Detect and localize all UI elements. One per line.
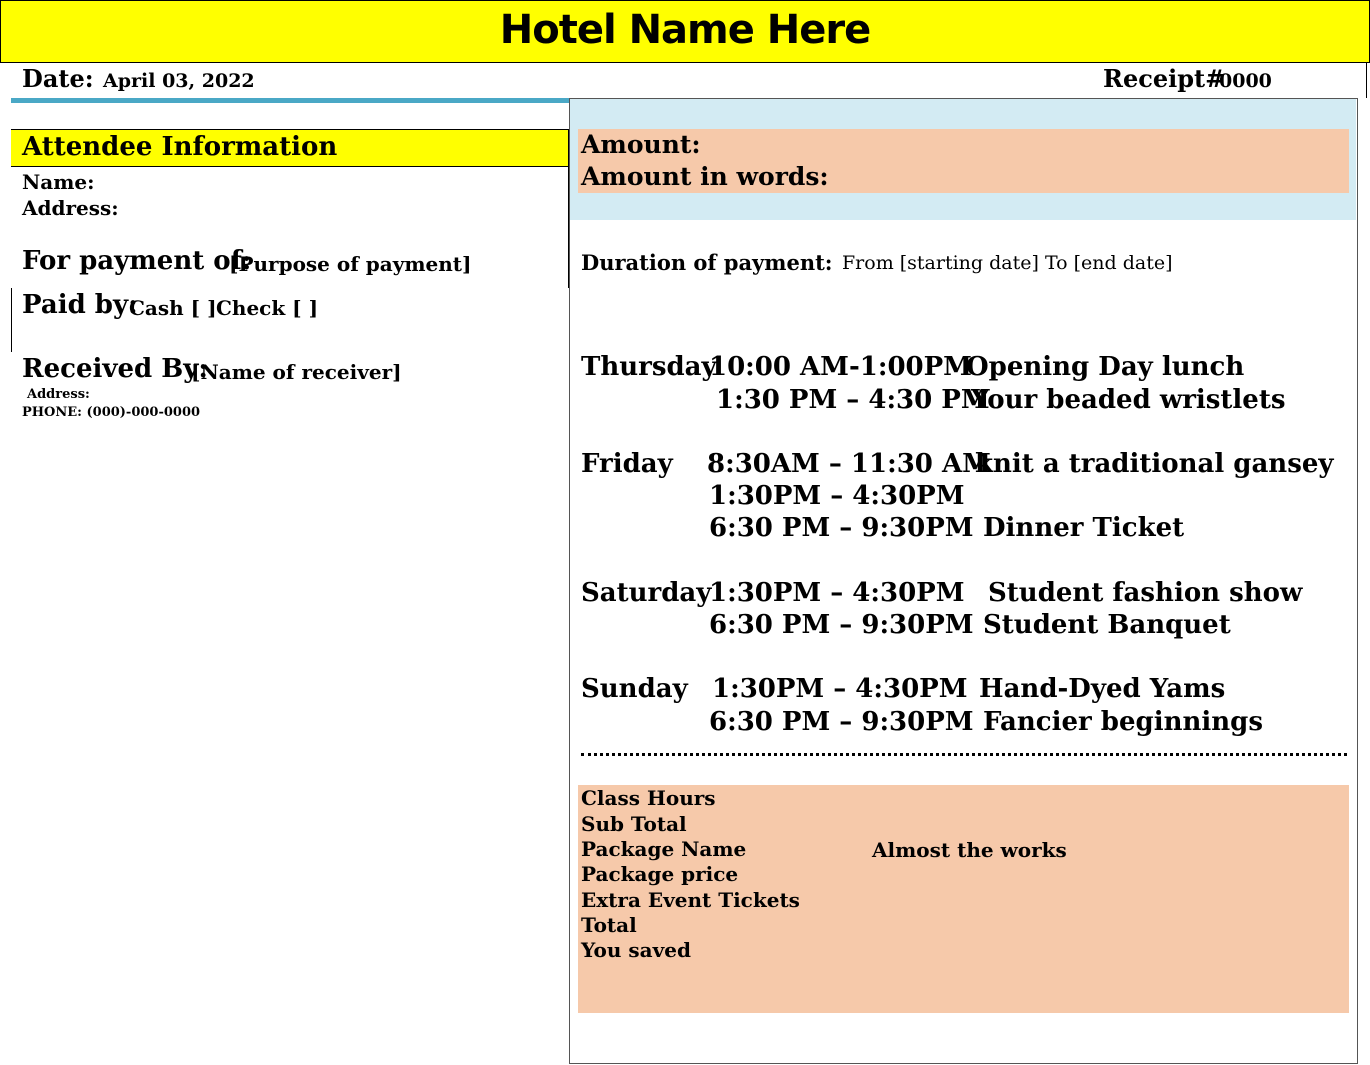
class-hours-label: Class Hours — [581, 786, 716, 810]
schedule-day-sunday: Sunday — [581, 674, 688, 704]
duration-label: Duration of payment: — [581, 250, 833, 275]
you-saved-label: You saved — [581, 938, 691, 962]
payment-purpose-value: [Purpose of payment] — [229, 252, 472, 276]
address-label: Address: — [22, 196, 119, 220]
package-name-value: Almost the works — [872, 838, 1067, 862]
divider — [568, 129, 569, 288]
schedule-day-saturday: Saturday — [581, 578, 712, 608]
cash-checkbox[interactable]: Cash [ ] — [129, 296, 217, 320]
schedule-time: 8:30AM – 11:30 AM — [707, 449, 991, 479]
check-checkbox[interactable]: Check [ ] — [216, 296, 319, 320]
sub-total-label: Sub Total — [581, 812, 687, 836]
schedule-time: 1:30PM – 4:30PM — [712, 674, 968, 704]
extra-tickets-label: Extra Event Tickets — [581, 888, 800, 912]
duration-value: From [starting date] To [end date] — [842, 252, 1173, 274]
paid-by-label: Paid by: — [22, 290, 138, 320]
attendee-section-title: Attendee Information — [22, 132, 338, 162]
schedule-event: Hand-Dyed Yams — [979, 674, 1226, 704]
schedule-event: Fancier beginnings — [983, 707, 1263, 737]
schedule-event: Your beaded wristlets — [971, 385, 1286, 415]
schedule-time: 1:30PM – 4:30PM — [709, 481, 965, 511]
payment-of-label: For payment of: — [22, 246, 252, 276]
schedule-time: 10:00 AM-1:00PM — [709, 352, 972, 382]
package-price-label: Package price — [581, 862, 739, 886]
schedule-time: 6:30 PM – 9:30PM — [709, 513, 974, 543]
schedule-day-friday: Friday — [581, 449, 673, 479]
divider — [11, 288, 12, 352]
schedule-time: 1:30PM – 4:30PM — [709, 578, 965, 608]
schedule-event: Dinner Ticket — [983, 513, 1185, 543]
schedule-time: 1:30 PM – 4:30 PM — [716, 385, 990, 415]
schedule-event: Student Banquet — [983, 610, 1231, 640]
receipt-label: Receipt# — [1103, 64, 1226, 93]
receiver-phone: PHONE: (000)-000-0000 — [22, 405, 201, 420]
schedule-time: 6:30 PM – 9:30PM — [709, 610, 974, 640]
amount-in-words-label: Amount in words: — [581, 162, 829, 191]
hotel-name-title: Hotel Name Here — [499, 7, 871, 53]
schedule-event: knit a traditional gansey — [975, 449, 1334, 479]
dotted-divider — [581, 753, 1347, 756]
title-bar — [0, 0, 1370, 63]
schedule-time: 6:30 PM – 9:30PM — [709, 707, 974, 737]
package-name-label: Package Name — [581, 837, 747, 861]
date-label: Date: — [22, 64, 94, 93]
receipt-number: 0000 — [1219, 70, 1272, 92]
date-value: April 03, 2022 — [103, 70, 255, 92]
divider — [1366, 62, 1367, 98]
receiver-name-value: [Name of receiver] — [191, 360, 402, 384]
received-by-label: Received By: — [22, 354, 208, 384]
name-label: Name: — [22, 170, 95, 194]
amount-label: Amount: — [581, 130, 701, 159]
receiver-address-label: Address: — [27, 387, 90, 402]
total-label: Total — [581, 913, 637, 937]
schedule-day-thursday: Thursday — [581, 352, 717, 382]
schedule-event: Student fashion show — [988, 578, 1303, 608]
header-underline — [11, 98, 569, 103]
schedule-event: Opening Day lunch — [966, 352, 1245, 382]
